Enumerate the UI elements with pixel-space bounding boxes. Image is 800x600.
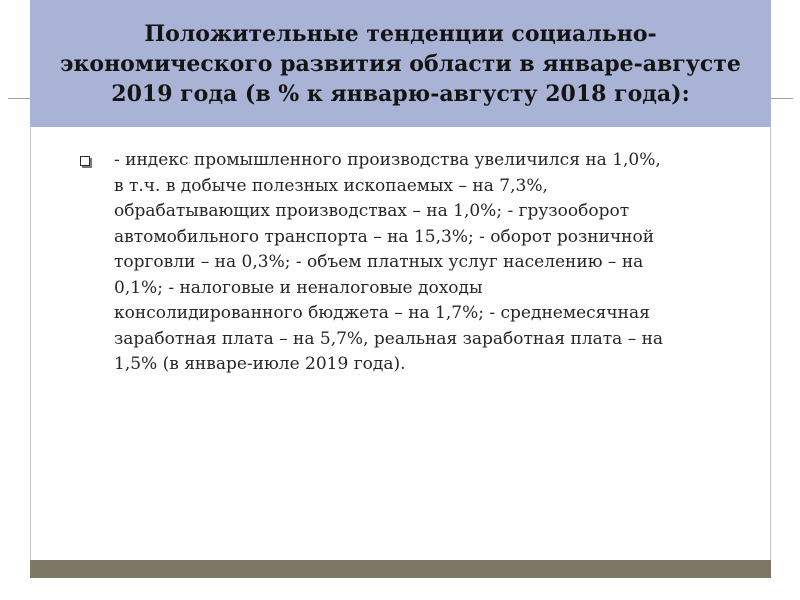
- left-divider-tick: [8, 98, 30, 99]
- bullet-list: [74, 148, 674, 378]
- right-divider-tick: [771, 98, 793, 99]
- slide-title: Положительные тенденции социально-экономического развития области в январе-августе 2019 года (в % к январю-августу 2018 года):: [60, 20, 741, 107]
- bullet-text: - индекс промышленного производства увеличился на 1,0%, в т.ч. в добыче полезных ископаемых – на 7,3%, обрабатывающих производствах – на 1,0%; - грузооборот автомобильного транспорта – на 15,3%; - оборот розничной торговли – на 0,3%; - объем платных услуг населению – на 0,1%; - налоговые и неналоговые доходы консолидированного бюджета – на 1,7%; - среднемесячная заработная плата – на 5,7%, реальная заработная плата – на 1,5% (в январе-июле 2019 года).: [114, 150, 664, 374]
- square-bullet-icon: [80, 156, 90, 166]
- title-band: [30, 0, 771, 127]
- list-item: [74, 148, 674, 378]
- footer-bar: [30, 560, 771, 578]
